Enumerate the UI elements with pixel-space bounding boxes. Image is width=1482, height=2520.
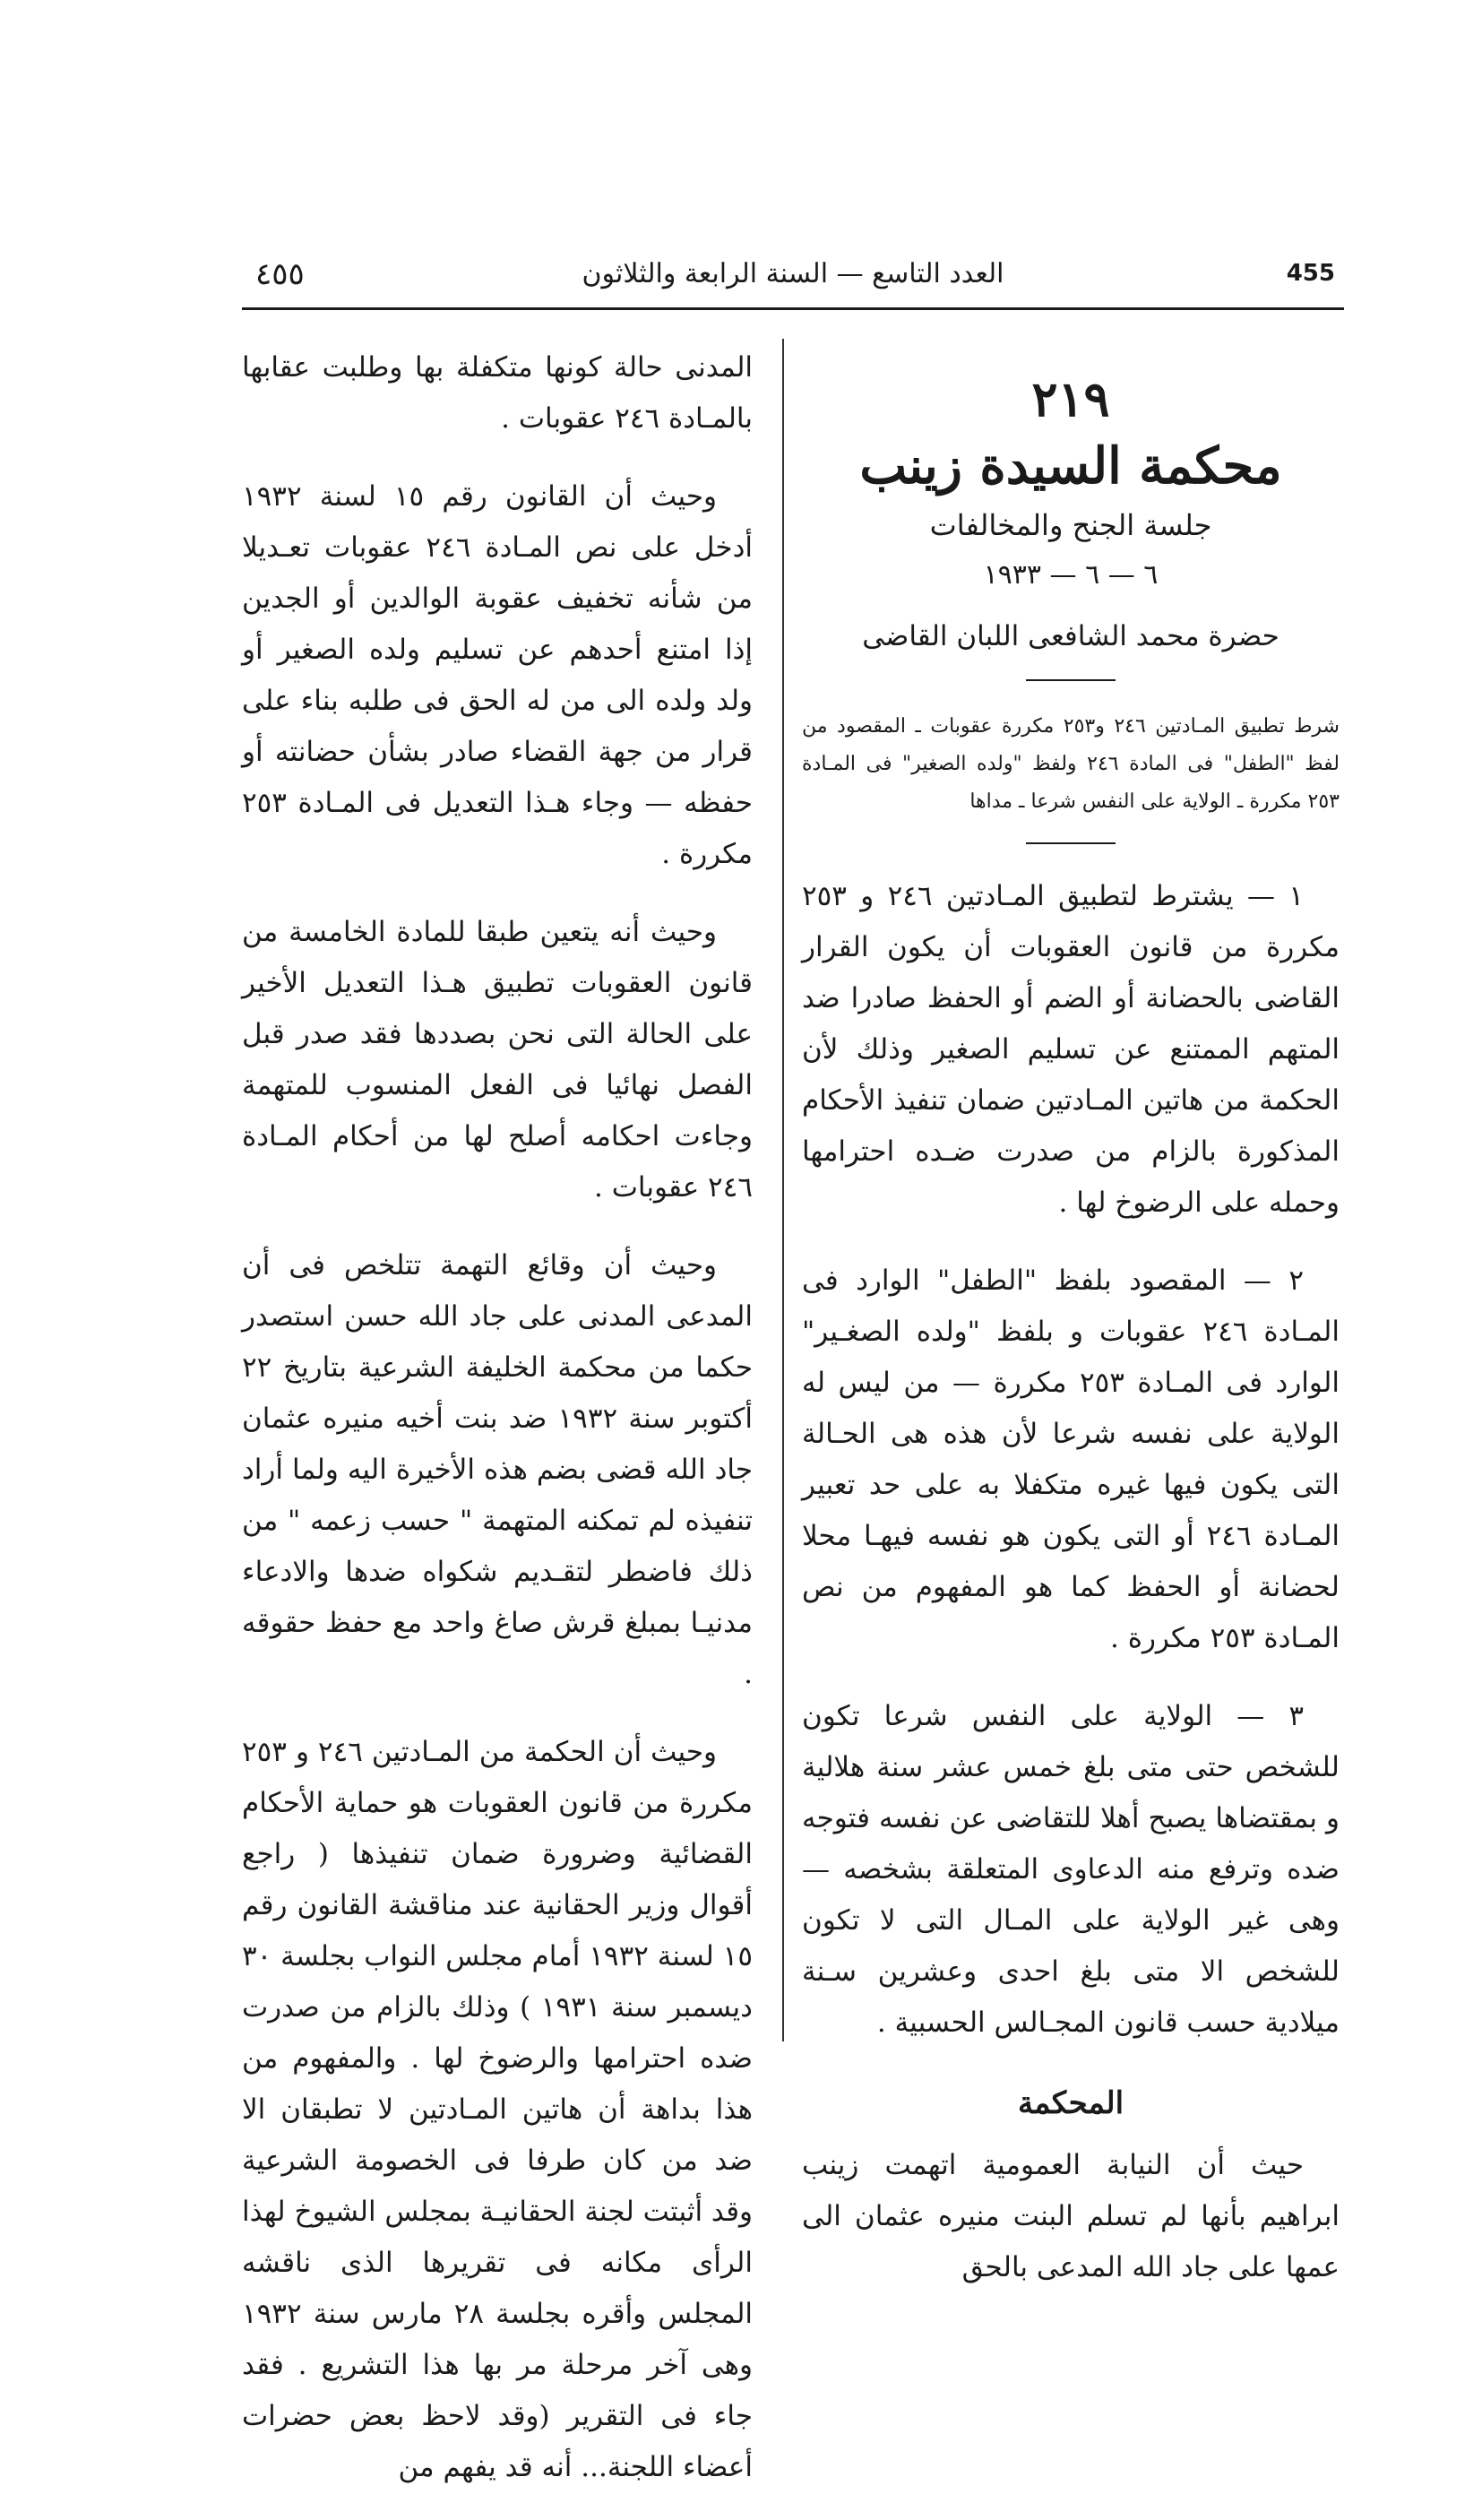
judge-name: حضرة محمد الشافعى اللبان القاضى [862,620,1280,652]
journal-issue-title: العدد التاسع — السنة الرابعة والثلاثون [582,258,1004,289]
session-date: ٦ — ٦ — ١٩٣٣ [983,559,1159,591]
paragraph: المدنى حالة كونها متكفلة بها وطلبت عقابها بالمـادة ٢٤٦ عقوبات . [242,351,753,435]
paragraph: وحيث أنه يتعين طبقا للمادة الخامسة من قانون العقوبات تطبيق هـذا التعديل الأخير على الحالة التى نحن بصددها فقد صدر قبل الفصل نهائيا فى الفعل المنسوب للمتهمة وجاءت احكامه أصلح لها من أحكام المـادة ٢٤٦ عقوبات . [242,916,753,1204]
principle-3: ٣ — الولاية على النفس شرعا تكون للشخص حتى متى بلغ خمس عشر سنة هلالية و بمقتضاها يصبح أهلا للتقاضى عن نفسه فتوجه ضده وترفع منه الدعاوى المتعلقة بشخصه — وهى غير الولاية على المـال التى لا تكون للشخص الا متى بلغ احدى وعشرين سـنة ميلادية حسب قانون المجـالس الحسبية . [802,1700,1340,2039]
divider [1026,679,1116,681]
right-column [802,358,1340,2320]
session-name: جلسة الجنح والمخالفات [929,508,1212,542]
principle-1: ١ — يشترط لتطبيق المـادتين ٢٤٦ و ٢٥٣ مكررة من قانون العقوبات أن يكون القرار القاضى بالحضانة أو الضم أو الحفظ صادرا ضد المتهم الممتنع عن تسليم الصغير وذلك لأن الحكمة من هاتين المـادتين ضمان تنفيذ الأحكام المذكورة بالزام من صدرت ضـده احترامها وحمله على الرضوخ لها . [802,880,1340,1219]
judgment-heading: المحكمة [1017,2085,1124,2121]
page-number-arabic: ٤٥٥ [255,256,305,292]
divider [1026,842,1116,844]
case-summary: شرط تطبيق المـادتين ٢٤٦ و٢٥٣ مكررة عقوبات ـ المقصود من لفظ "الطفل" فى المادة ٢٤٦ ولفظ "ولده الصغير" فى المـادة ٢٥٣ مكررة ـ الولاية على النفس شرعا ـ مداها [802,715,1340,813]
court-name: محكمة السيدة زينب [859,436,1282,496]
principle-2: ٢ — المقصود بلفظ "الطفل" الوارد فى المـادة ٢٤٦ عقوبات و بلفظ "ولده الصغـير" الوارد فى المـادة ٢٥٣ مكررة — من ليس له الولاية على نفسه شرعا لأن هذه هى الحـالة التى يكون فيها غيره متكفلا به على حد تعبير المـادة ٢٤٦ أو التى يكون هو نفسه فيهـا محلا لحضانة أو الحفظ كما هو المفهوم من نص المـادة ٢٥٣ مكررة . [802,1264,1340,1654]
header-rule [242,307,1344,310]
page-number-latin: 455 [1286,260,1335,287]
judgment-paragraph: حيث أن النيابة العمومية اتهمت زينب ابراهيم بأنها لم تسلم البنت منيره عثمان الى عمها على جاد الله المدعى بالحق [802,2149,1340,2283]
paragraph: وحيث أن الحكمة من المـادتين ٢٤٦ و ٢٥٣ مكررة من قانون العقوبات هو حماية الأحكام القضائية وضرورة ضمان تنفيذها ( راجع أقوال وزير الحقانية عند مناقشة القانون رقم ١٥ لسنة ١٩٣٢ أمام مجلس النواب بجلسة ٣٠ ديسمبر سنة ١٩٣١ ) وذلك بالزام من صدرت ضده احترامها والرضوخ لها . والمفهوم من هذا بداهة أن هاتين المـادتين لا تطبقان الا ضد من كان طرفا فى الخصومة الشرعية وقد أثبتت لجنة الحقانيـة بمجلس الشيوخ لهذا الرأى مكانه فى تقريرها الذى ناقشه المجلس وأقره بجلسة ٢٨ مارس سنة ١٩٣٢ وهى آخر مرحلة مر بها هذا التشريع . فقد جاء فى التقرير (وقد لاحظ بعض حضرات أعضاء اللجنة... أنه قد يفهم من [242,1736,753,2483]
paragraph: وحيث أن وقائع التهمة تتلخص فى أن المدعى المدنى على جاد الله حسن استصدر حكما من محكمة الخليفة الشرعية بتاريخ ٢٢ أكتوبر سنة ١٩٣٢ ضد بنت أخيه منيره عثمان جاد الله قضى بضم هذه الأخيرة اليه ولما أراد تنفيذه لم تمكنه المتهمة " حسب زعمه " من ذلك فاضطر لتقـديم شكواه ضدها والادعاء مدنيـا بمبلغ قرش صاغ واحد مع حفظ حقوقه . [242,1249,753,1690]
paragraph: وحيث أن القانون رقم ١٥ لسنة ١٩٣٢ أدخل على نص المـادة ٢٤٦ عقوبات تعـديلا من شأنه تخفيف عقوبة الوالدين أو الجدين إذا امتنع أحدهم عن تسليم ولده الصغير أو ولد ولده الى من له الحق فى طلبه بناء على قرار من جهة القضاء صادر بشأن حضانته أو حفظه — وجاء هـذا التعديل فى المـادة ٢٥٣ مكررة . [242,480,753,870]
column-separator [782,339,784,2041]
left-column [242,342,753,2520]
case-number: ٢١٩ [1031,370,1110,427]
running-header [242,253,1344,298]
